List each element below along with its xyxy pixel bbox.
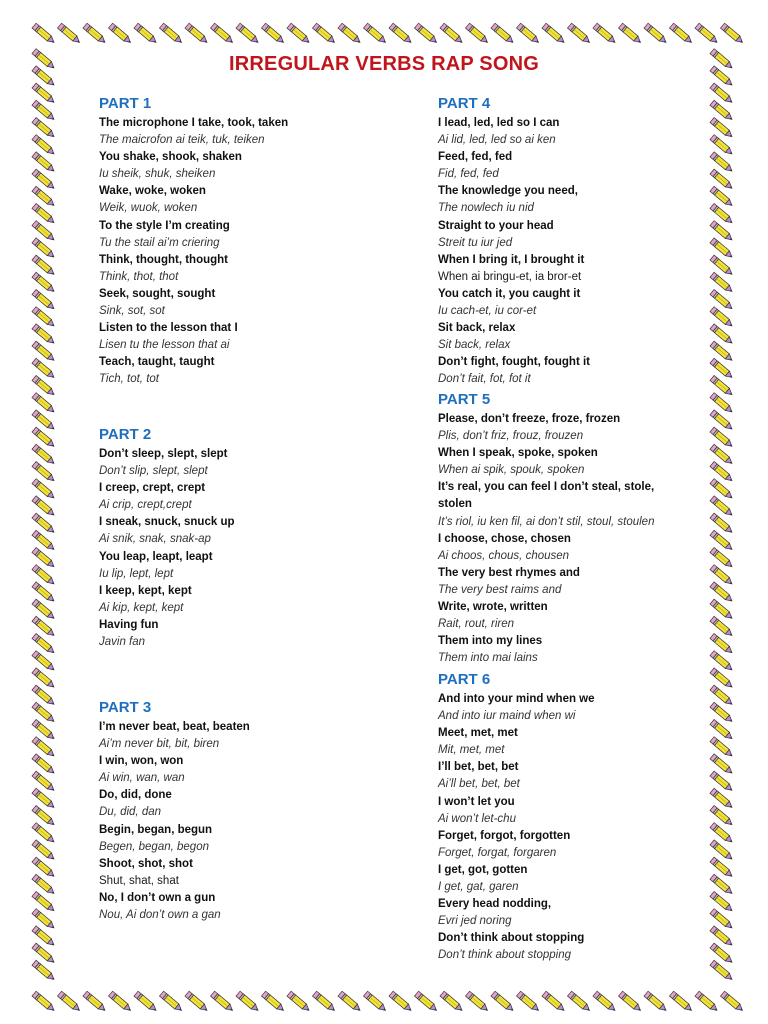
pencil-icon xyxy=(567,991,591,1013)
pencil-icon xyxy=(465,23,489,45)
pronunciation-line: Du, did, dan xyxy=(99,806,162,819)
pencil-icon xyxy=(414,23,438,45)
pencil-icon xyxy=(720,991,744,1013)
lyric-line: Shoot, shot, shot xyxy=(99,857,193,870)
pencil-icon xyxy=(312,991,336,1013)
part-3 xyxy=(99,697,419,924)
pronunciation-line: Ai snik, snak, snak-ap xyxy=(99,533,211,546)
pronunciation-line: Don’t think about stopping xyxy=(438,949,571,962)
pencil-icon xyxy=(465,991,489,1013)
pronunciation-line: The very best raims and xyxy=(438,583,562,596)
pencil-icon xyxy=(32,991,56,1013)
part-heading: PART 6 xyxy=(438,671,491,688)
pencil-icon xyxy=(57,991,81,1013)
pronunciation-line: Lisen tu the lesson that ai xyxy=(99,339,230,352)
pencil-icon xyxy=(83,991,107,1013)
pencil-icon xyxy=(491,23,515,45)
pencil-icon xyxy=(516,991,540,1013)
pronunciation-line: Tich, tot, tot xyxy=(99,373,159,386)
pronunciation-line: Don’t slip, slept, slept xyxy=(99,465,208,478)
pronunciation-line: Evri jed noring xyxy=(438,915,512,928)
pencil-icon xyxy=(389,991,413,1013)
pronunciation-line: The nowlech iu nid xyxy=(438,202,534,215)
lyric-line: Meet, met, met xyxy=(438,727,518,740)
part-2 xyxy=(99,424,419,651)
lyric-line: I creep, crept, crept xyxy=(99,482,206,495)
pronunciation-line: Ai won’t let-chu xyxy=(438,812,516,825)
pencil-icon xyxy=(159,23,183,45)
lyric-line: Do, did, done xyxy=(99,789,172,802)
pronunciation-line: Ai crip, crept,crept xyxy=(99,499,192,512)
pronunciation-line: Think, thot, thot xyxy=(99,270,179,283)
lyric-line: Don’t fight, fought, fought it xyxy=(438,356,590,369)
pencil-icon xyxy=(389,23,413,45)
lyric-line: stolen xyxy=(438,498,472,511)
part-heading: PART 5 xyxy=(438,391,491,408)
lyric-line: Straight to your head xyxy=(438,219,554,232)
pronunciation-line: Iu lip, lept, lept xyxy=(99,567,174,580)
lyric-line: The microphone I take, took, taken xyxy=(99,117,289,129)
lyric-line: I choose, chose, chosen xyxy=(438,532,571,545)
pencil-icon xyxy=(695,23,719,45)
lyric-line: Listen to the lesson that I xyxy=(99,322,238,335)
lyric-line: Feed, fed, fed xyxy=(438,151,513,164)
pencil-icon xyxy=(210,23,234,45)
pronunciation-line: Rait, rout, riren xyxy=(438,618,515,631)
pencil-icon xyxy=(57,23,81,45)
part-heading: PART 4 xyxy=(438,95,491,112)
lyric-line: Think, thought, thought xyxy=(99,253,229,266)
pencil-icon xyxy=(593,23,617,45)
pronunciation-line: Weik, wuok, woken xyxy=(99,202,198,215)
pronunciation-line: It’s riol, iu ken fil, ai don’t stil, stoul, stoulen xyxy=(438,515,655,528)
lyric-line: You catch it, you caught it xyxy=(438,287,581,300)
lyric-line: Wake, woke, woken xyxy=(99,185,206,198)
lyric-line: Write, wrote, written xyxy=(438,601,548,614)
pencil-icon xyxy=(287,991,311,1013)
pencil-icon xyxy=(644,23,668,45)
pencil-icon xyxy=(83,23,107,45)
pronunciation-line: Begen, began, begon xyxy=(99,840,209,853)
pronunciation-line: I get, gat, garen xyxy=(438,881,519,894)
part-5 xyxy=(438,389,758,667)
pronunciation-line: Forget, forgat, forgaren xyxy=(438,846,557,859)
pencil-icon xyxy=(516,23,540,45)
part-1 xyxy=(99,93,419,389)
pronunciation-line: Ai lid, led, led so ai ken xyxy=(438,134,556,147)
pronunciation-line: Ai kip, kept, kept xyxy=(99,601,184,614)
pencil-icon xyxy=(695,991,719,1013)
pencil-icon xyxy=(134,23,158,45)
pronunciation-line: When ai spik, spouk, spoken xyxy=(438,464,585,477)
pronunciation-line: The maicrofon ai teik, tuk, teiken xyxy=(99,134,265,147)
lyric-line: I keep, kept, kept xyxy=(99,584,192,597)
lyric-line: No, I don’t own a gun xyxy=(99,891,216,904)
lyric-line: It’s real, you can feel I don’t steal, stole, xyxy=(438,481,655,494)
lyric-line: The very best rhymes and xyxy=(438,566,580,579)
pronunciation-line: Ai’m never bit, bit, biren xyxy=(99,738,220,751)
pronunciation-line: Streit tu iur jed xyxy=(438,236,513,249)
lyric-line: You leap, leapt, leapt xyxy=(99,550,213,563)
pencil-icon xyxy=(720,23,744,45)
pencil-icon xyxy=(618,991,642,1013)
pencil-icon xyxy=(338,991,362,1013)
lyric-line: I get, got, gotten xyxy=(438,863,528,876)
pencil-icon xyxy=(312,23,336,45)
lyric-line: Don’t sleep, slept, slept xyxy=(99,448,228,460)
pronunciation-line: Mit, met, met xyxy=(438,744,505,757)
pencil-icon xyxy=(491,991,515,1013)
pencil-icon xyxy=(287,23,311,45)
lyric-line: I lead, led, led so I can xyxy=(438,117,560,129)
pencil-icon xyxy=(210,991,234,1013)
pencil-icon xyxy=(644,991,668,1013)
pencil-icon xyxy=(32,960,56,982)
pronunciation-line: Iu cach-et, iu cor-et xyxy=(438,305,537,318)
pronunciation-line: Javin fan xyxy=(99,636,146,649)
pronunciation-line: Fid, fed, fed xyxy=(438,168,499,181)
pronunciation-line: Shut, shat, shat xyxy=(99,874,179,887)
lyric-line: I sneak, snuck, snuck up xyxy=(99,516,235,529)
pronunciation-line: Them into mai lains xyxy=(438,652,538,665)
pronunciation-line: Tu the stail ai’m criering xyxy=(99,236,220,249)
pencil-icon xyxy=(32,23,56,45)
pencil-icon xyxy=(593,991,617,1013)
part-6 xyxy=(438,669,758,965)
pronunciation-line: Sink, sot, sot xyxy=(99,305,165,318)
pencil-icon xyxy=(669,991,693,1013)
pencil-icon xyxy=(567,23,591,45)
pencil-icon xyxy=(108,991,132,1013)
pencil-icon xyxy=(108,23,132,45)
lyric-line: Them into my lines xyxy=(438,635,543,648)
lyric-line: I’m never beat, beat, beaten xyxy=(99,721,250,733)
lyric-line: I won’t let you xyxy=(438,795,515,808)
lyric-line: You shake, shook, shaken xyxy=(99,151,242,164)
pronunciation-line: Ai win, wan, wan xyxy=(99,772,185,785)
lyric-line: The knowledge you need, xyxy=(438,185,578,198)
pronunciation-line: Don’t fait, fot, fot it xyxy=(438,373,531,386)
lyric-line: Begin, began, begun xyxy=(99,823,213,836)
part-heading: PART 3 xyxy=(99,699,152,716)
pronunciation-line: Plis, don’t friz, frouz, frouzen xyxy=(438,430,584,443)
lyric-line: Forget, forgot, forgotten xyxy=(438,829,571,842)
pencil-icon xyxy=(185,991,209,1013)
pronunciation-line: Nou, Ai don’t own a gan xyxy=(99,909,221,922)
lyric-line: Teach, taught, taught xyxy=(99,356,215,369)
pencil-icon xyxy=(363,23,387,45)
lyric-line: Having fun xyxy=(99,618,159,631)
pencil-icon xyxy=(134,991,158,1013)
part-4 xyxy=(438,93,758,389)
lyric-line: To the style I’m creating xyxy=(99,219,230,232)
pencil-icon xyxy=(414,991,438,1013)
pronunciation-line: When ai bringu-et, ia bror-et xyxy=(438,270,582,283)
pencil-icon xyxy=(440,991,464,1013)
lyric-line: Sit back, relax xyxy=(438,322,516,335)
lyric-line: And into your mind when we xyxy=(438,693,595,705)
pencil-icon xyxy=(669,23,693,45)
pencil-icon xyxy=(542,991,566,1013)
pencil-icon xyxy=(236,23,260,45)
lyric-line: When I speak, spoke, spoken xyxy=(438,447,598,460)
pronunciation-line: Ai choos, chous, chousen xyxy=(438,549,570,562)
pronunciation-line: And into iur maind when wi xyxy=(438,710,576,723)
pencil-icon xyxy=(440,23,464,45)
lyric-line: Every head nodding, xyxy=(438,898,552,911)
lyric-line: Seek, sought, sought xyxy=(99,287,216,300)
lyric-line: When I bring it, I brought it xyxy=(438,253,585,266)
part-heading: PART 1 xyxy=(99,95,152,112)
pronunciation-line: Iu sheik, shuk, sheiken xyxy=(99,168,216,181)
lyric-line: Please, don’t freeze, froze, frozen xyxy=(438,413,621,425)
pencil-icon xyxy=(618,23,642,45)
pencil-icon xyxy=(363,991,387,1013)
pencil-icon xyxy=(236,991,260,1013)
pencil-icon xyxy=(159,991,183,1013)
pencil-icon xyxy=(261,991,285,1013)
pencil-icon xyxy=(542,23,566,45)
lyric-line: I win, won, won xyxy=(99,755,184,768)
pencil-icon xyxy=(338,23,362,45)
pronunciation-line: Ai’ll bet, bet, bet xyxy=(438,778,520,791)
pencil-icon xyxy=(261,23,285,45)
pronunciation-line: Sit back, relax xyxy=(438,339,511,352)
page-title: IRREGULAR VERBS RAP SONG xyxy=(228,53,540,75)
lyric-line: I’ll bet, bet, bet xyxy=(438,761,519,774)
lyric-line: Don’t think about stopping xyxy=(438,932,585,945)
part-heading: PART 2 xyxy=(99,426,152,443)
pencil-icon xyxy=(185,23,209,45)
